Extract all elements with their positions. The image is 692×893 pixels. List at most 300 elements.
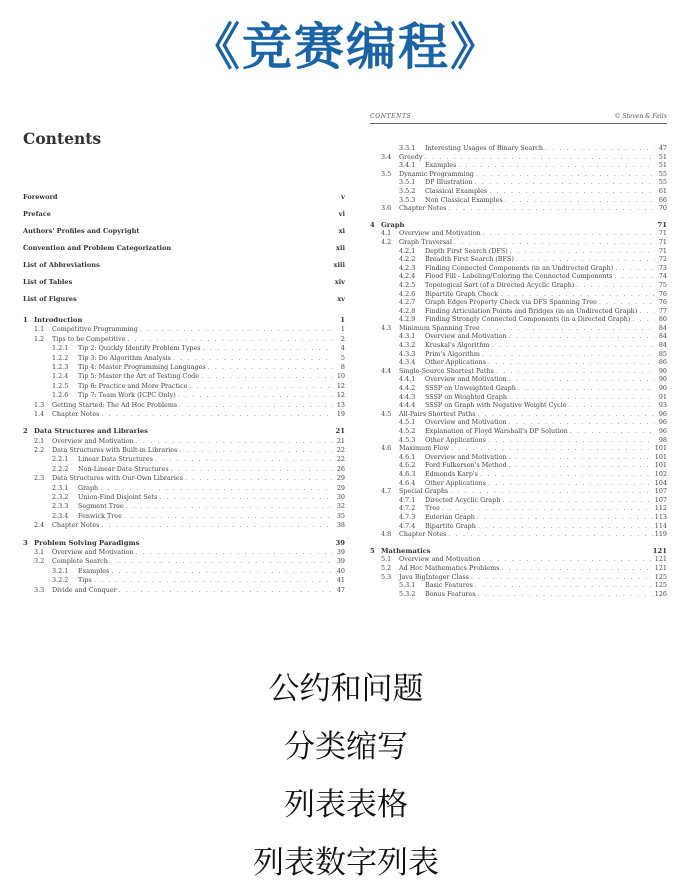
toc-leader-dots — [450, 487, 653, 496]
toc-entry-page: 85 — [658, 349, 667, 358]
toc-entry-number: 2.3.3 — [52, 502, 69, 511]
toc-entry-label: Union-Find Disjoint Sets — [78, 493, 158, 502]
toc-subsection-entry[interactable] — [370, 504, 667, 513]
toc-entry-number: 4.2 — [381, 237, 392, 246]
toc-section-entry[interactable] — [370, 410, 667, 419]
toc-subsection-entry[interactable] — [370, 461, 667, 470]
toc-entry-number: 3.4.1 — [399, 161, 416, 170]
toc-entry-page: xiv — [334, 278, 345, 286]
toc-leader-dots — [448, 530, 652, 539]
toc-section-entry[interactable] — [370, 573, 667, 582]
toc-leader-dots — [454, 238, 655, 247]
toc-entry-page: 51 — [658, 161, 667, 170]
toc-entry-page: 71 — [657, 220, 667, 229]
toc-leader-dots — [510, 247, 655, 256]
toc-entry-number: 4.7 — [381, 487, 392, 496]
toc-entry-number: 1.2.2 — [52, 353, 69, 362]
toc-leader-dots — [159, 493, 333, 502]
toc-entry-number: 4.4.4 — [399, 401, 416, 410]
toc-entry-label: Finding Strongly Connected Components (in a Directed Graph) — [425, 315, 631, 324]
toc-entry-label: Fenwick Tree — [78, 511, 122, 520]
toc-subsection-entry[interactable] — [23, 391, 345, 400]
toc-entry-label: SSSP on Unweighted Graph — [425, 384, 516, 393]
toc-entry-number: 1.2 — [34, 334, 45, 343]
toc-entry-page: 71 — [658, 237, 667, 246]
toc-entry-label: Bipartite Graph — [425, 521, 476, 530]
toc-leader-dots — [179, 446, 333, 455]
toc-entry-label: Depth First Search (DFS) — [425, 246, 508, 255]
toc-entry-number: 4.3.4 — [399, 358, 416, 367]
toc-entry-number: 2.1 — [34, 436, 45, 445]
toc-section-entry[interactable] — [370, 487, 667, 496]
toc-entry-page: 121 — [652, 546, 667, 555]
toc-subsection-entry[interactable] — [370, 522, 667, 531]
toc-leader-dots — [491, 341, 655, 350]
toc-section-entry[interactable] — [23, 446, 345, 455]
toc-entry-label: List of Tables — [23, 278, 73, 286]
toc-entry-label: DP Illustration — [425, 178, 473, 187]
toc-entry-number: 4.3.1 — [399, 332, 416, 341]
toc-entry-number: 4.2.1 — [399, 246, 416, 255]
toc-leader-dots — [424, 153, 655, 162]
toc-subsection-entry[interactable] — [370, 401, 667, 410]
toc-entry-label: Finding Articulation Points and Bridges (in an Undirected Graph) — [425, 306, 638, 315]
toc-entry-page: 102 — [654, 469, 667, 478]
left-chapters — [23, 308, 345, 595]
toc-entry-page: 80 — [658, 315, 667, 324]
toc-entry-label: List of Abbreviations — [23, 261, 100, 269]
toc-entry-number: 2.2.1 — [52, 455, 69, 464]
toc-entry-page: 96 — [658, 409, 667, 418]
toc-entry-page: 72 — [658, 255, 667, 264]
toc-subsection-entry[interactable] — [23, 493, 345, 502]
toc-entry-label: Tip 7: Team Work (ICPC Only) — [78, 391, 176, 400]
toc-entry-label: Data Structures with Built-in Libraries — [52, 446, 178, 455]
toc-chapter-entry[interactable] — [23, 427, 345, 436]
toc-section-entry[interactable] — [370, 324, 667, 333]
toc-entry-number: 4.7.1 — [399, 495, 416, 504]
toc-leader-dots — [179, 401, 333, 410]
toc-entry-label: Ad Hoc Mathematics Problems — [399, 563, 500, 572]
toc-leader-dots — [189, 382, 333, 391]
toc-entry-page: 125 — [654, 581, 667, 590]
toc-entry-page: 21 — [335, 427, 345, 436]
toc-subsection-entry[interactable] — [370, 513, 667, 522]
toc-entry-number: 2.2 — [34, 446, 45, 455]
toc-left-page — [23, 122, 345, 595]
toc-entry-number: 5.3.2 — [399, 589, 416, 598]
toc-leader-dots — [474, 178, 655, 187]
toc-entry-page: 91 — [658, 392, 667, 401]
chapter-gap — [370, 213, 667, 221]
toc-entry-page: 84 — [658, 323, 667, 332]
toc-leader-dots — [110, 557, 333, 566]
toc-leader-dots — [442, 504, 653, 513]
toc-front-item[interactable] — [23, 240, 345, 257]
toc-entry-label: Overview and Motivation — [425, 332, 507, 341]
toc-front-item[interactable] — [23, 189, 345, 206]
toc-subsection-entry[interactable] — [370, 315, 667, 324]
toc-subsection-entry[interactable] — [370, 161, 667, 170]
toc-entry-page: 12 — [336, 391, 345, 400]
toc-subsection-entry[interactable] — [23, 344, 345, 353]
toc-subsection-entry[interactable] — [370, 272, 667, 281]
toc-entry-label: Kruskal's Algorithm — [425, 341, 490, 350]
toc-chapter-entry[interactable] — [370, 547, 667, 556]
toc-section-entry[interactable] — [23, 437, 345, 446]
toc-entry-page: 101 — [654, 461, 667, 470]
toc-section-entry[interactable] — [370, 229, 667, 238]
toc-entry-label: Bipartite Graph Check — [425, 289, 499, 298]
toc-section-entry[interactable] — [370, 204, 667, 213]
toc-entry-number: 4.6.4 — [399, 478, 416, 487]
toc-entry-number: 3.5.2 — [399, 186, 416, 195]
toc-entry-number: 4.2.9 — [399, 315, 416, 324]
running-header-right: © Steven & Felix — [614, 113, 667, 120]
toc-entry-number: 3.1 — [34, 547, 45, 556]
toc-entry-page: 71 — [658, 246, 667, 255]
toc-entry-page: 76 — [658, 298, 667, 307]
toc-entry-label: Foreword — [23, 193, 58, 201]
toc-entry-label: Graph Traversal — [399, 237, 452, 246]
toc-entry-label: Non-Linear Data Structures — [78, 464, 169, 473]
toc-entry-label: Tips — [78, 576, 92, 585]
toc-entry-label: Graph — [78, 483, 99, 492]
toc-front-item[interactable] — [23, 274, 345, 291]
toc-entry-page: 32 — [336, 502, 345, 511]
toc-entry-label: Eulerian Graph — [425, 512, 475, 521]
toc-leader-dots — [516, 255, 655, 264]
toc-entry-label: Other Applications — [425, 435, 486, 444]
toc-entry-label: Minimum Spanning Tree — [399, 323, 480, 332]
toc-entry-label: Tip 3: Do Algorithm Analysis — [78, 353, 171, 362]
toc-entry-label: Finding Connected Components (in an Undirected Graph) — [425, 263, 614, 272]
toc-entry-label: Ford Fulkerson's Method — [425, 461, 507, 470]
toc-subsection-entry[interactable] — [370, 496, 667, 505]
toc-entry-page: 4 — [340, 344, 345, 353]
toc-front-item[interactable] — [23, 291, 345, 308]
toc-leader-dots — [140, 325, 333, 334]
toc-entry-page: 51 — [658, 152, 667, 161]
toc-entry-number: 5.3.1 — [399, 581, 416, 590]
toc-subsection-entry[interactable] — [23, 354, 345, 363]
toc-entry-number: 4.6.2 — [399, 461, 416, 470]
toc-subsection-entry[interactable] — [23, 502, 345, 511]
toc-entry-number: 4.4 — [381, 366, 392, 375]
toc-entry-label: Tip 4: Master Programming Languages — [78, 362, 206, 371]
toc-entry-number: 1.2.3 — [52, 362, 69, 371]
toc-entry-page: 112 — [654, 504, 667, 513]
toc-subsection-entry[interactable] — [370, 187, 667, 196]
toc-chapter-entry[interactable] — [23, 316, 345, 325]
toc-entry-label: Flood Fill - Labeling/Coloring the Connected Components — [425, 272, 613, 281]
toc-leader-dots — [509, 418, 655, 427]
toc-entry-page: 107 — [654, 487, 667, 496]
toc-subsection-entry[interactable] — [370, 470, 667, 479]
toc-subsection-entry[interactable] — [23, 382, 345, 391]
toc-entry-label: Overview and Motivation — [52, 547, 134, 556]
toc-entry-label: Overview and Motivation — [425, 452, 507, 461]
toc-entry-label: Introduction — [34, 316, 83, 324]
chapter-gap — [370, 539, 667, 547]
toc-leader-dots — [458, 161, 655, 170]
toc-section-entry[interactable] — [23, 548, 345, 557]
toc-entry-page: 47 — [336, 585, 345, 594]
toc-entry-page: 75 — [658, 280, 667, 289]
toc-entry-label: Interesting Usages of Binary Search — [425, 144, 543, 152]
toc-entry-number: 4.8 — [381, 530, 392, 539]
toc-subsection-entry[interactable] — [370, 341, 667, 350]
toc-entry-label: Java BigInteger Class — [399, 572, 469, 581]
toc-section-entry[interactable] — [370, 564, 667, 573]
toc-entry-page: 38 — [336, 521, 345, 530]
toc-front-item[interactable] — [23, 257, 345, 274]
toc-entry-page: 41 — [336, 576, 345, 585]
toc-subsection-entry[interactable] — [370, 436, 667, 445]
toc-leader-dots — [475, 581, 653, 590]
toc-leader-dots — [489, 187, 655, 196]
toc-leader-dots — [488, 479, 653, 488]
toc-leader-dots — [570, 427, 655, 436]
toc-subsection-entry[interactable] — [23, 372, 345, 381]
toc-subsection-entry[interactable] — [370, 358, 667, 367]
toc-entry-page: 29 — [336, 474, 345, 483]
toc-entry-page: 12 — [336, 381, 345, 390]
toc-entry-label: Complete Search — [52, 557, 108, 566]
toc-entry-number: 5.3 — [381, 572, 392, 581]
toc-subsection-entry[interactable] — [370, 427, 667, 436]
toc-entry-number: 3 — [23, 538, 28, 547]
toc-entry-page: xv — [337, 295, 345, 303]
toc-entry-number: 4.4.3 — [399, 392, 416, 401]
toc-leader-dots — [124, 512, 333, 521]
toc-entry-number: 1.1 — [34, 325, 45, 334]
toc-entry-label: Competitive Programming — [52, 325, 138, 334]
toc-entry-label: Problem Solving Paradigms — [34, 538, 140, 547]
toc-subsection-entry[interactable] — [370, 307, 667, 316]
toc-section-entry[interactable] — [370, 530, 667, 539]
toc-entry-label: Basic Features — [425, 581, 473, 590]
toc-leader-dots — [208, 363, 333, 372]
toc-subsection-entry[interactable] — [370, 581, 667, 590]
front-matter-list — [23, 189, 345, 308]
toc-subsection-entry[interactable] — [370, 281, 667, 290]
toc-entry-number: 4.2.5 — [399, 280, 416, 289]
toc-section-entry[interactable] — [370, 444, 667, 453]
toc-entry-label: Preface — [23, 210, 51, 218]
toc-entry-page: 13 — [336, 400, 345, 409]
toc-chapter-entry[interactable] — [370, 221, 667, 230]
toc-entry-number: 2.3.2 — [52, 493, 69, 502]
toc-subsection-entry[interactable] — [23, 484, 345, 493]
toc-leader-dots — [496, 367, 655, 376]
toc-entry-page: 96 — [658, 418, 667, 427]
toc-leader-dots — [94, 576, 333, 585]
toc-subsection-entry[interactable] — [23, 512, 345, 521]
toc-subsection-entry[interactable] — [370, 144, 667, 153]
toc-entry-number: 1.2.5 — [52, 381, 69, 390]
toc-entry-page: 22 — [336, 446, 345, 455]
toc-section-entry[interactable] — [370, 367, 667, 376]
toc-section-entry[interactable] — [370, 170, 667, 179]
toc-section-entry[interactable] — [370, 238, 667, 247]
toc-entry-page: 39 — [336, 557, 345, 566]
toc-entry-page: v — [341, 193, 345, 201]
toc-entry-number: 2.3.4 — [52, 511, 69, 520]
toc-entry-label: Breadth First Search (BFS) — [425, 255, 514, 264]
toc-leader-dots — [509, 375, 655, 384]
toc-section-entry[interactable] — [23, 586, 345, 595]
toc-subsection-entry[interactable] — [370, 255, 667, 264]
toc-leader-dots — [136, 437, 333, 446]
toc-entry-number: 4.5.2 — [399, 427, 416, 435]
toc-section-entry[interactable] — [370, 153, 667, 162]
running-header — [370, 112, 667, 124]
caption-text: 公约和问题 — [268, 671, 424, 707]
toc-entry-number: 5.2 — [381, 563, 392, 572]
toc-entry-number: 4.7.3 — [399, 512, 416, 521]
toc-entry-number: 3.3.1 — [399, 144, 416, 152]
toc-leader-dots — [569, 401, 655, 410]
toc-section-entry[interactable] — [23, 474, 345, 483]
toc-entry-number: 1.2.1 — [52, 344, 69, 353]
toc-entry-number: 1.3 — [34, 400, 45, 409]
toc-subsection-entry[interactable] — [370, 590, 667, 599]
toc-section-entry[interactable] — [23, 401, 345, 410]
toc-entry-number: 4.6.1 — [399, 452, 416, 461]
toc-entry-label: Examples — [78, 566, 110, 575]
toc-leader-dots — [185, 474, 333, 483]
toc-subsection-entry[interactable] — [370, 332, 667, 341]
toc-entry-page: 1 — [340, 316, 345, 324]
toc-entry-number: 4.5.3 — [399, 435, 416, 444]
toc-leader-dots — [136, 548, 333, 557]
toc-entry-page: 5 — [340, 353, 345, 362]
toc-entry-page: 86 — [658, 358, 667, 367]
toc-entry-page: 47 — [658, 144, 667, 152]
toc-entry-label: Tip 5: Master the Art of Testing Code — [78, 372, 200, 381]
toc-entry-label: Convention and Problem Categorization — [23, 244, 172, 252]
toc-entry-number: 3.5.1 — [399, 178, 416, 187]
caption-text: 列表数字列表 — [253, 845, 439, 881]
toc-leader-dots — [614, 272, 655, 281]
toc-entry-page: 84 — [658, 332, 667, 341]
toc-subsection-entry[interactable] — [370, 393, 667, 402]
toc-entry-label: Tip 2: Quickly Identify Problem Types — [78, 344, 201, 353]
toc-entry-label: Getting Started: The Ad Hoc Problems — [52, 400, 178, 409]
running-header-left: CONTENTS — [370, 113, 412, 120]
toc-entry-page: vi — [338, 210, 345, 218]
toc-subsection-entry[interactable] — [370, 196, 667, 205]
toc-entry-number: 4.1 — [381, 229, 392, 238]
toc-front-item[interactable] — [23, 206, 345, 223]
toc-entry-number: 2.3.1 — [52, 483, 69, 492]
toc-subsection-entry[interactable] — [370, 350, 667, 359]
toc-entry-page: 66 — [658, 195, 667, 204]
toc-subsection-entry[interactable] — [370, 298, 667, 307]
toc-entry-number: 3.3 — [34, 585, 45, 594]
toc-entry-label: Overview and Motivation — [399, 555, 481, 564]
toc-entry-label: List of Figures — [23, 295, 77, 303]
toc-leader-dots — [448, 204, 655, 213]
toc-subsection-entry[interactable] — [370, 384, 667, 393]
toc-leader-dots — [101, 410, 333, 419]
chapter-gap — [23, 531, 345, 539]
toc-section-entry[interactable] — [23, 325, 345, 334]
toc-entry-number: 4.2.8 — [399, 306, 416, 315]
toc-entry-label: Tip 6: Practice and More Practice — [78, 381, 188, 390]
toc-leader-dots — [101, 521, 333, 530]
toc-entry-page: 2 — [340, 334, 345, 343]
toc-entry-number: 1.4 — [34, 409, 45, 418]
toc-entry-number: 5.1 — [381, 555, 392, 564]
toc-leader-dots — [639, 307, 655, 316]
toc-subsection-entry[interactable] — [23, 465, 345, 474]
toc-section-entry[interactable] — [23, 521, 345, 530]
toc-entry-number: 3.2.2 — [52, 576, 69, 585]
toc-subsection-entry[interactable] — [370, 264, 667, 273]
toc-subsection-entry[interactable] — [370, 453, 667, 462]
toc-subsection-entry[interactable] — [370, 247, 667, 256]
toc-section-entry[interactable] — [23, 557, 345, 566]
toc-entry-label: Chapter Notes — [399, 530, 447, 539]
toc-entry-number: 3.2.1 — [52, 566, 69, 575]
toc-entry-label: Mathematics — [381, 546, 431, 555]
toc-subsection-entry[interactable] — [370, 178, 667, 187]
toc-section-entry[interactable] — [23, 410, 345, 419]
toc-leader-dots — [203, 344, 333, 353]
toc-subsection-entry[interactable] — [23, 455, 345, 464]
toc-leader-dots — [509, 393, 655, 402]
toc-entry-label: Bonus Features — [425, 589, 476, 598]
toc-entry-page: 107 — [654, 495, 667, 504]
toc-leader-dots — [500, 290, 655, 299]
toc-right-page — [370, 112, 667, 598]
toc-entry-number: 4.3.2 — [399, 341, 416, 350]
toc-leader-dots — [119, 586, 333, 595]
toc-entry-label: Authors' Profiles and Copyright — [23, 227, 140, 235]
toc-entry-page: 101 — [654, 444, 667, 453]
toc-entry-page: 39 — [336, 547, 345, 556]
toc-subsection-entry[interactable] — [23, 363, 345, 372]
toc-front-item[interactable] — [23, 223, 345, 240]
toc-subsection-entry[interactable] — [370, 375, 667, 384]
toc-entry-label: Topological Sort (of a Directed Acyclic Graph) — [425, 280, 575, 289]
toc-subsection-entry[interactable] — [370, 479, 667, 488]
toc-entry-label: Segment Tree — [78, 502, 124, 511]
toc-leader-dots — [482, 350, 655, 359]
toc-subsection-entry[interactable] — [370, 418, 667, 427]
toc-subsection-entry[interactable] — [370, 290, 667, 299]
toc-leader-dots — [171, 465, 333, 474]
toc-entry-label: Data Structures and Libraries — [34, 427, 148, 436]
page-title: 《竞赛编程》 — [190, 18, 502, 76]
toc-entry-number: 3.5 — [381, 169, 392, 178]
toc-entry-page: 21 — [336, 436, 345, 445]
toc-leader-dots — [478, 410, 655, 419]
toc-entry-page: xiii — [333, 261, 345, 269]
toc-leader-dots — [483, 229, 655, 238]
toc-chapter-entry[interactable] — [23, 539, 345, 548]
toc-subsection-entry[interactable] — [23, 567, 345, 576]
toc-section-entry[interactable] — [23, 335, 345, 344]
toc-subsection-entry[interactable] — [23, 576, 345, 585]
toc-entry-page: 26 — [336, 464, 345, 473]
toc-entry-number: 2.2.2 — [52, 464, 69, 473]
toc-section-entry[interactable] — [370, 555, 667, 564]
toc-entry-page: 77 — [658, 306, 667, 315]
toc-entry-number: 4.4.2 — [399, 384, 416, 393]
